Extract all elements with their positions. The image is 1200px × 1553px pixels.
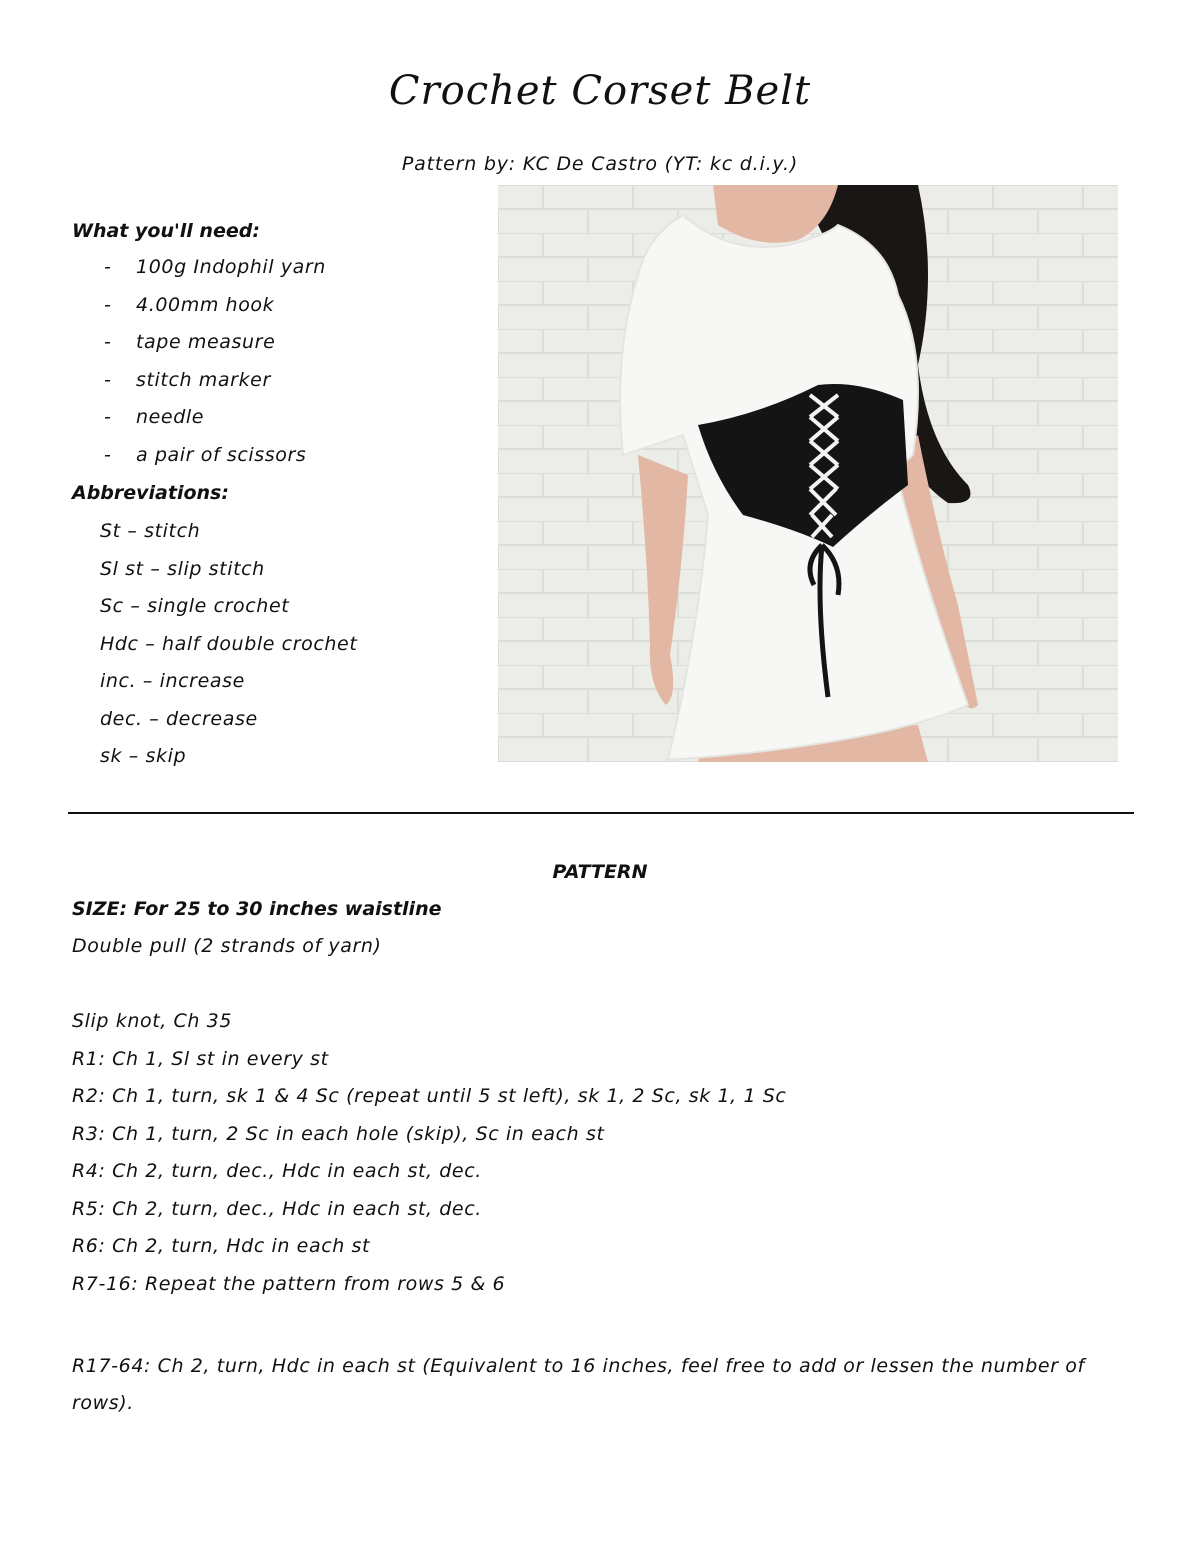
list-item: - 4.00mm hook: [72, 294, 326, 332]
list-item: Sl st – slip stitch: [100, 557, 265, 580]
spacer: [72, 1310, 1122, 1348]
abbreviations-list: [100, 520, 357, 783]
pattern-row: R2: Ch 1, turn, sk 1 & 4 Sc (repeat until 5 st left), sk 1, 2 Sc, sk 1, 1 Sc: [72, 1085, 787, 1107]
pattern-instructions: [72, 935, 1122, 1423]
list-item: St – stitch: [100, 520, 201, 542]
needs-item-text: tape measure: [136, 331, 276, 353]
list-item: sk – skip: [100, 745, 187, 767]
needs-item-text: 100g Indophil yarn: [136, 256, 326, 278]
needs-list: [72, 256, 326, 481]
pattern-author: Pattern by: KC De Castro (YT: kc d.i.y.): [401, 153, 799, 175]
needs-item-text: 4.00mm hook: [136, 293, 275, 316]
pattern-heading: PATTERN: [552, 861, 648, 883]
size-heading: SIZE: For 25 to 30 inches waistline: [72, 898, 442, 920]
yarn-note: Double pull (2 strands of yarn): [72, 935, 382, 957]
pattern-row: R5: Ch 2, turn, dec., Hdc in each st, dec.: [72, 1197, 482, 1220]
page-title: Crochet Corset Belt: [388, 68, 812, 114]
list-item: - stitch marker: [72, 369, 326, 407]
pattern-row: R7-16: Repeat the pattern from rows 5 & 6: [72, 1272, 506, 1295]
needs-heading: What you'll need:: [72, 220, 260, 242]
list-item: - 100g Indophil yarn: [72, 256, 326, 294]
pattern-start: Slip knot, Ch 35: [72, 1010, 233, 1032]
abbreviations-heading: Abbreviations:: [72, 482, 229, 504]
spacer: [72, 973, 1122, 1011]
list-item: - needle: [72, 406, 326, 444]
pattern-row: R3: Ch 1, turn, 2 Sc in each hole (skip), Sc in each st: [72, 1122, 605, 1145]
pattern-row: R4: Ch 2, turn, dec., Hdc in each st, dec.: [72, 1160, 482, 1182]
pattern-row: R6: Ch 2, turn, Hdc in each st: [72, 1235, 371, 1257]
pattern-row: R1: Ch 1, Sl st in every st: [72, 1047, 329, 1070]
pattern-row-final: R17-64: Ch 2, turn, Hdc in each st (Equivalent to 16 inches, feel free to add or lessen the number of rows).: [72, 1354, 1085, 1414]
list-item: inc. – increase: [100, 670, 245, 692]
corset-photo: [498, 185, 1118, 762]
needs-item-text: a pair of scissors: [136, 443, 307, 466]
section-divider: [68, 812, 1134, 814]
list-item: dec. – decrease: [100, 707, 258, 730]
needs-item-text: stitch marker: [136, 368, 271, 391]
list-item: - tape measure: [72, 331, 326, 369]
list-item: Sc – single crochet: [100, 595, 290, 617]
list-item: - a pair of scissors: [72, 444, 326, 482]
corset-illustration: [498, 185, 1118, 762]
list-item: Hdc – half double crochet: [100, 632, 358, 655]
needs-item-text: needle: [136, 406, 205, 428]
